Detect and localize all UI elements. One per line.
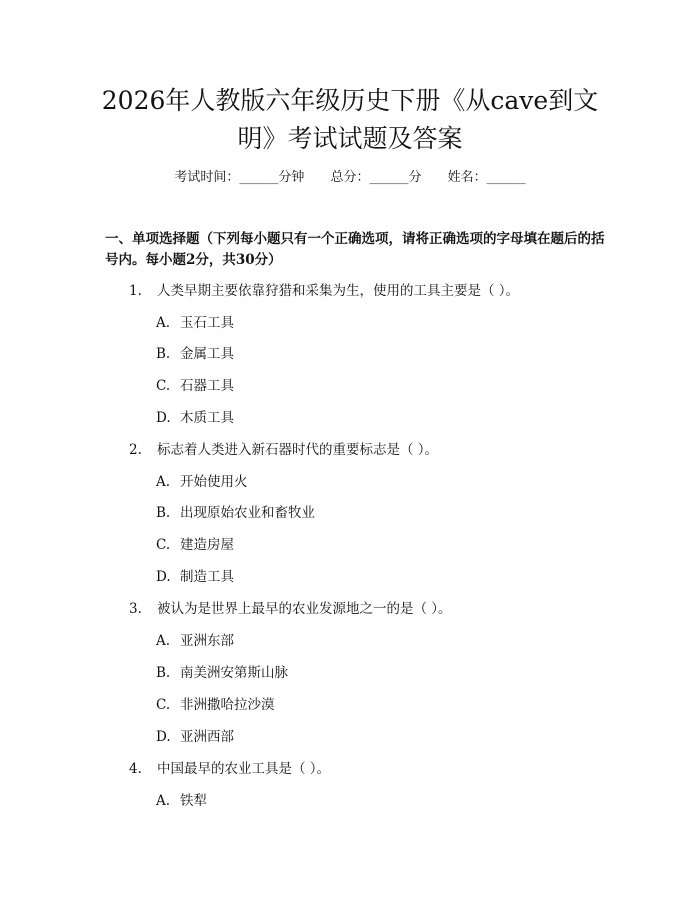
option-letter: B. [156, 665, 171, 681]
option-letter: D. [156, 410, 171, 426]
exam-info-line [0, 168, 700, 188]
option-text: 出现原始农业和畜牧业 [180, 505, 315, 521]
question-number: 2. [129, 442, 142, 458]
student-name-field: 姓名：______ [447, 170, 526, 185]
question-3 [129, 599, 452, 619]
question-2-option-c [156, 535, 234, 555]
total-score-field: 总分：______分 [330, 170, 422, 185]
option-letter: D. [156, 569, 171, 585]
option-text: 亚洲西部 [180, 729, 234, 745]
option-text: 制造工具 [180, 569, 234, 585]
question-2-option-a [156, 472, 248, 492]
option-letter: A. [156, 315, 171, 331]
option-letter: D. [156, 729, 171, 745]
question-3-option-c [156, 695, 275, 715]
question-text: 中国最早的农业工具是（ ）。 [157, 761, 331, 777]
option-text: 亚洲东部 [180, 633, 234, 649]
question-text: 人类早期主要依靠狩猎和采集为生，使用的工具主要是（ ）。 [157, 283, 520, 299]
document-title: 2026年人教版六年级历史下册《从cave到文明》考试试题及答案 [101, 86, 599, 153]
question-number: 3. [129, 601, 142, 617]
option-letter: A. [156, 633, 171, 649]
question-4 [129, 759, 330, 779]
option-text: 金属工具 [180, 346, 234, 362]
question-3-option-a [156, 631, 234, 651]
option-letter: C. [156, 537, 171, 553]
question-2 [129, 440, 438, 460]
option-text: 石器工具 [180, 378, 234, 394]
option-letter: B. [156, 346, 171, 362]
section-heading-single-choice: 一、单项选择题（下列每小题只有一个正确选项，请将正确选项的字母填在题后的括号内。每小题2分，共30分） [105, 231, 605, 268]
question-2-option-d [156, 567, 234, 587]
question-1-option-c [156, 376, 234, 396]
option-letter: A. [156, 793, 171, 809]
option-text: 木质工具 [180, 410, 234, 426]
option-letter: B. [156, 505, 171, 521]
option-text: 铁犁 [180, 793, 207, 809]
question-number: 1. [129, 283, 142, 299]
question-4-option-a [156, 791, 207, 811]
option-letter: A. [156, 474, 171, 490]
option-text: 非洲撒哈拉沙漠 [180, 697, 275, 713]
option-text: 玉石工具 [180, 315, 234, 331]
exam-time-field: 考试时间：______分钟 [174, 170, 305, 185]
question-2-option-b [156, 503, 315, 523]
option-letter: C. [156, 697, 171, 713]
question-1-option-a [156, 313, 234, 333]
option-text: 建造房屋 [180, 537, 234, 553]
question-3-option-b [156, 663, 288, 683]
option-text: 南美洲安第斯山脉 [180, 665, 288, 681]
question-1-option-b [156, 344, 234, 364]
question-text: 被认为是世界上最早的农业发源地之一的是（ ）。 [157, 601, 452, 617]
question-number: 4. [129, 761, 142, 777]
option-text: 开始使用火 [180, 474, 248, 490]
question-1 [129, 281, 519, 301]
question-text: 标志着人类进入新石器时代的重要标志是（ ）。 [157, 442, 439, 458]
question-1-option-d [156, 408, 234, 428]
option-letter: C. [156, 378, 171, 394]
question-3-option-d [156, 727, 234, 747]
